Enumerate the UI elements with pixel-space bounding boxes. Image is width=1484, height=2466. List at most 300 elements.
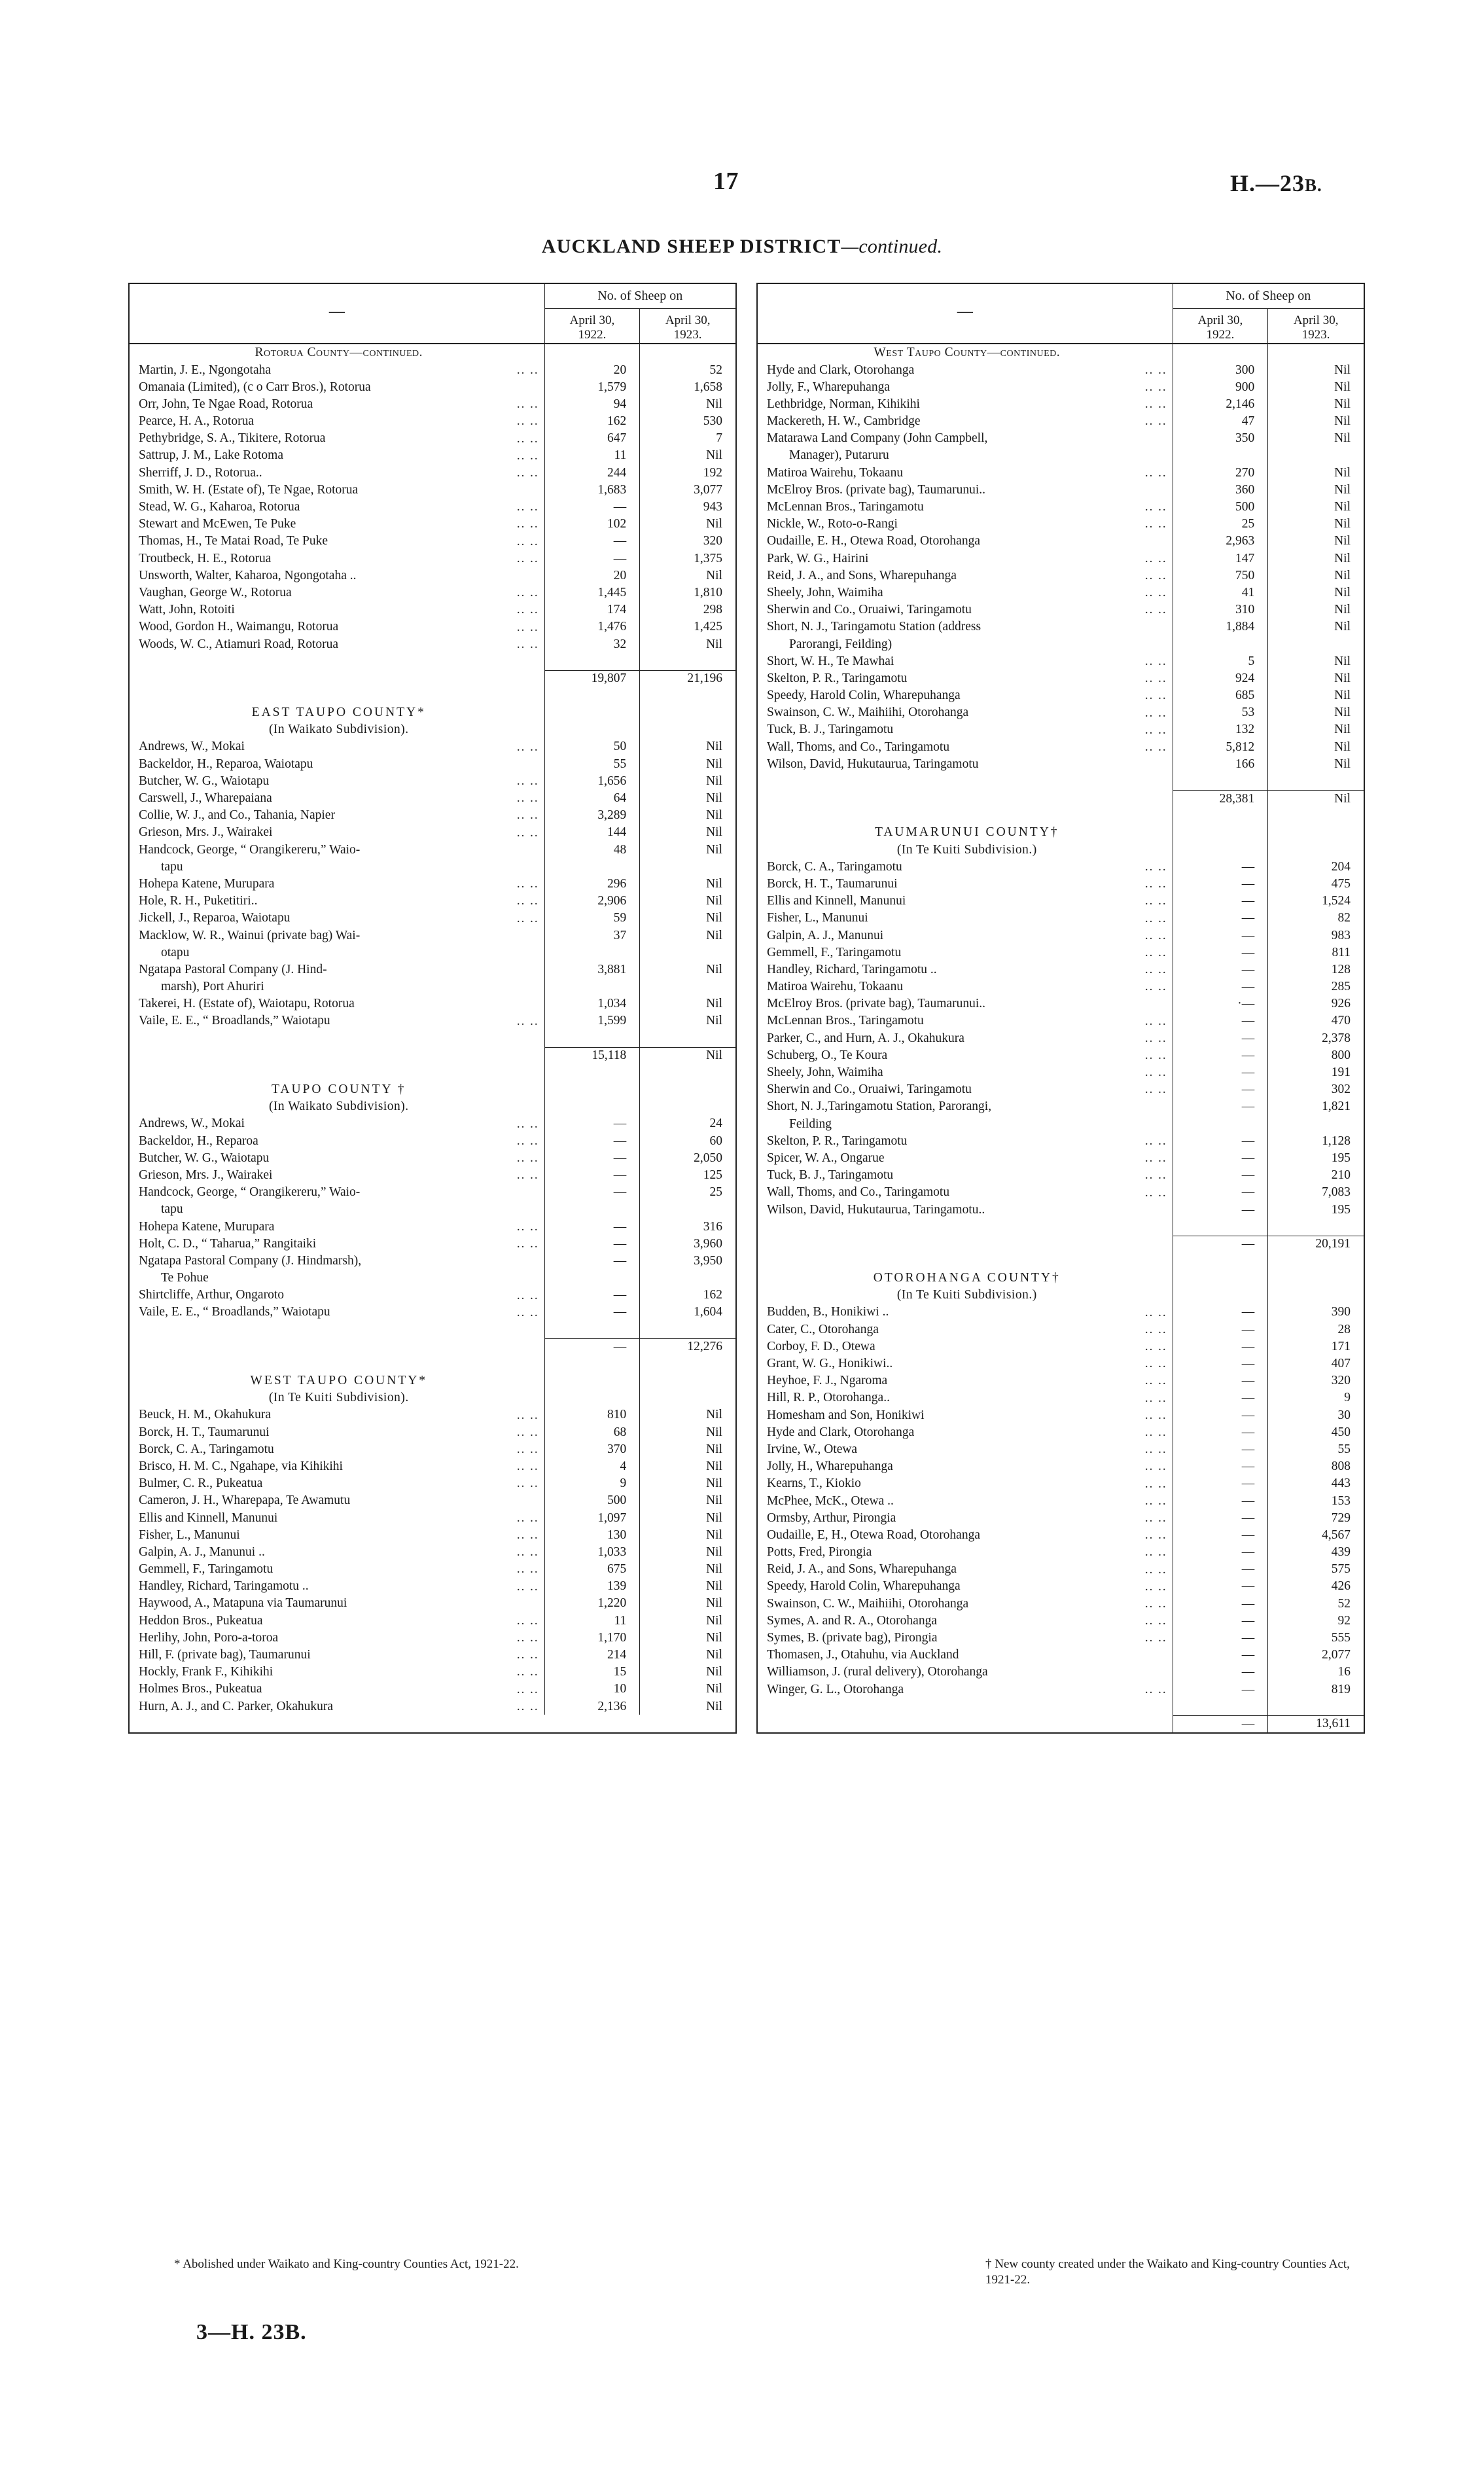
county-total-row xyxy=(758,1715,1364,1732)
owner-name: Butcher, W. G., Waiotapu .. .. xyxy=(130,1149,545,1166)
owner-name: Woods, W. C., Atiamuri Road, Rotorua .. .. xyxy=(130,635,545,652)
sheep-1923: Nil xyxy=(706,997,722,1011)
sheep-1922: — xyxy=(545,550,641,567)
owner-name: Matiroa Wairehu, Tokaanu .. .. xyxy=(758,464,1173,481)
leader-dots: .. .. xyxy=(1144,1066,1167,1079)
owner-name: Potts, Fred, Pirongia .. .. xyxy=(758,1544,1173,1561)
owner-name: Feilding xyxy=(758,1115,1173,1132)
table-gap-row xyxy=(130,687,735,704)
paper-code xyxy=(1230,170,1322,197)
county-heading-label: WEST TAUPO COUNTY* xyxy=(130,1372,545,1389)
page-number: 17 xyxy=(713,168,739,195)
sheep-1922: — xyxy=(545,1253,641,1270)
owner-name: Grant, W. G., Honikiwi.. .. .. xyxy=(758,1355,1173,1372)
county-total-row xyxy=(758,1236,1364,1253)
table-gap-row xyxy=(758,807,1364,824)
leader-dots: .. .. xyxy=(1144,912,1167,925)
owner-name: Homesham and Son, Honikiwi .. .. xyxy=(758,1406,1173,1423)
page-header xyxy=(0,167,1484,206)
table-row xyxy=(758,910,1364,927)
sheep-1923: Nil xyxy=(1334,757,1351,771)
table-row xyxy=(130,807,735,824)
leader-dots: .. .. xyxy=(516,1408,539,1421)
table-row xyxy=(758,618,1364,635)
sheep-1922: 11 xyxy=(545,1612,641,1629)
leader-dots: .. .. xyxy=(1144,398,1167,411)
spacer-name xyxy=(758,1218,1173,1235)
owner-name: Fisher, L., Manunui .. .. xyxy=(130,1526,545,1543)
owner-name: Borck, H. T., Taumarunui .. .. xyxy=(130,1423,545,1440)
table-row xyxy=(130,1406,735,1423)
owner-name: Wilson, David, Hukutaurua, Taringamotu xyxy=(758,756,1173,773)
leader-dots: .. .. xyxy=(516,1117,539,1130)
sheep-1922: 900 xyxy=(1173,378,1269,395)
owner-name: Borck, C. A., Taringamotu .. .. xyxy=(130,1440,545,1457)
sheep-1922: — xyxy=(545,499,641,516)
owner-name: Short, W. H., Te Mawhai .. .. xyxy=(758,652,1173,670)
table-row xyxy=(758,1132,1364,1149)
sheep-1922: — xyxy=(545,533,641,550)
table-row xyxy=(758,1630,1364,1647)
table-row xyxy=(758,1167,1364,1184)
sheep-1923: 470 xyxy=(1331,1014,1351,1028)
sheep-1922: 9 xyxy=(545,1475,641,1492)
table-row xyxy=(758,944,1364,961)
sheep-1922: 3,289 xyxy=(545,807,641,824)
sheep-1922: — xyxy=(1173,1098,1269,1115)
sheep-1923: Nil xyxy=(1334,414,1351,429)
sheep-1922: — xyxy=(545,1149,641,1166)
sheep-1923: Nil xyxy=(706,1648,722,1662)
sheep-1922: 144 xyxy=(545,824,641,841)
owner-name: Sheely, John, Waimiha .. .. xyxy=(758,1064,1173,1081)
table-left-header xyxy=(130,284,735,344)
sheep-1922: — xyxy=(1173,893,1269,910)
sheep-1923: 25 xyxy=(709,1185,722,1200)
leader-dots: .. .. xyxy=(516,1014,539,1028)
table-row xyxy=(130,1509,735,1526)
sheep-1923: 450 xyxy=(1331,1425,1351,1439)
sheep-1922: 64 xyxy=(545,790,641,807)
sheep-1923: 1,658 xyxy=(694,380,722,394)
sheep-1923: 1,425 xyxy=(694,620,722,634)
leader-dots: .. .. xyxy=(1144,1357,1167,1370)
owner-name: Williamson, J. (rural delivery), Otorohanga xyxy=(758,1664,1173,1681)
table-row xyxy=(758,1081,1364,1098)
sheep-1922: 360 xyxy=(1173,482,1269,499)
table-row xyxy=(130,773,735,790)
sheep-1923: Nil xyxy=(706,1579,722,1594)
leader-dots: .. .. xyxy=(516,1649,539,1662)
table-row xyxy=(758,1064,1364,1081)
sheep-1923: 192 xyxy=(703,465,722,480)
sheep-1922: 1,476 xyxy=(545,618,641,635)
table-row xyxy=(130,447,735,464)
sheep-1923 xyxy=(640,978,735,995)
owner-name: Te Pohue xyxy=(130,1270,545,1287)
total-1922: — xyxy=(1173,1236,1269,1253)
spacer-name xyxy=(130,652,545,670)
sheep-1922: — xyxy=(1173,1561,1269,1578)
sheep-1922: 1,097 xyxy=(545,1509,641,1526)
table-row xyxy=(130,995,735,1012)
leader-dots: .. .. xyxy=(516,1425,539,1438)
owner-name: Martin, J. E., Ngongotaha .. .. xyxy=(130,361,545,378)
sheep-1923: 729 xyxy=(1331,1510,1351,1525)
owner-name: Park, W. G., Hairini .. .. xyxy=(758,550,1173,567)
gap-v1 xyxy=(1173,1253,1269,1270)
table-left-body xyxy=(130,344,735,1715)
table-row xyxy=(758,378,1364,395)
county-heading-label: EAST TAUPO COUNTY* xyxy=(130,704,545,721)
owner-name: McLennan Bros., Taringamotu .. .. xyxy=(758,1012,1173,1029)
owner-name: Butcher, W. G., Waiotapu .. .. xyxy=(130,773,545,790)
leader-dots: .. .. xyxy=(1144,1597,1167,1610)
owner-name: Holt, C. D., “ Taharua,” Rangitaiki .. .. xyxy=(130,1235,545,1252)
county-heading-label: TAUPO COUNTY † xyxy=(130,1081,545,1098)
owner-name: Schuberg, O., Te Koura .. .. xyxy=(758,1047,1173,1064)
owner-name: McElroy Bros. (private bag), Taumarunui.. xyxy=(758,482,1173,499)
sheep-1922: — xyxy=(545,1287,641,1304)
sheep-1922: 59 xyxy=(545,910,641,927)
table-spacer-row xyxy=(758,773,1364,790)
sheep-1922: 5 xyxy=(1173,652,1269,670)
leader-dots: .. .. xyxy=(1144,1083,1167,1096)
county-heading-v1 xyxy=(1173,1270,1269,1287)
table-row xyxy=(130,1270,735,1287)
subdivision-label xyxy=(130,721,735,738)
table-row xyxy=(130,1578,735,1595)
gap-v2 xyxy=(640,1064,735,1081)
table-row xyxy=(758,447,1364,464)
sheep-1923: 162 xyxy=(703,1288,722,1302)
leader-dots: .. .. xyxy=(516,1306,539,1319)
owner-name: Fisher, L., Manunui .. .. xyxy=(758,910,1173,927)
owner-name: Handcock, George, “ Orangikereru,” Waio- xyxy=(130,841,545,858)
owner-name: Tuck, B. J., Taringamotu .. .. xyxy=(758,1167,1173,1184)
gap-v2 xyxy=(640,687,735,704)
leader-dots: .. .. xyxy=(1144,706,1167,719)
table-row xyxy=(130,499,735,516)
gap-v1 xyxy=(545,687,641,704)
leader-dots: .. .. xyxy=(516,1134,539,1147)
owner-name: Holmes Bros., Pukeatua .. .. xyxy=(130,1681,545,1698)
leader-dots: .. .. xyxy=(1144,672,1167,685)
county-heading xyxy=(758,344,1364,361)
gap-name xyxy=(130,687,545,704)
sheep-1923: 285 xyxy=(1331,980,1351,994)
leader-dots: .. .. xyxy=(1144,1340,1167,1353)
sheep-1923: Nil xyxy=(706,1596,722,1611)
table-row xyxy=(130,910,735,927)
sheep-1923: Nil xyxy=(706,1528,722,1542)
table-row xyxy=(130,464,735,481)
leader-dots: .. .. xyxy=(516,1546,539,1559)
owner-name: Hole, R. H., Puketitiri.. .. .. xyxy=(130,893,545,910)
sheep-1922: — xyxy=(1173,1647,1269,1664)
sheep-1923: 52 xyxy=(709,363,722,377)
leader-dots: .. .. xyxy=(1144,1580,1167,1593)
table-gap-row xyxy=(758,1253,1364,1270)
sheep-1923: 3,077 xyxy=(694,482,722,497)
total-label xyxy=(758,790,1173,807)
sheep-1922: — xyxy=(1173,1372,1269,1389)
page-title xyxy=(0,236,1484,258)
sheep-1922: — xyxy=(1173,1475,1269,1492)
table-row xyxy=(758,516,1364,533)
table-row xyxy=(758,635,1364,652)
owner-name: Andrews, W., Mokai .. .. xyxy=(130,1115,545,1132)
sheep-1922: 20 xyxy=(545,361,641,378)
year2-line1: April 30, xyxy=(665,313,711,327)
owner-name: Winger, G. L., Otorohanga .. .. xyxy=(758,1681,1173,1698)
table-row xyxy=(130,482,735,499)
sheep-1923: 125 xyxy=(703,1168,722,1182)
table-row xyxy=(758,1150,1364,1167)
owner-name: Mackereth, H. W., Cambridge .. .. xyxy=(758,413,1173,430)
table-row xyxy=(130,876,735,893)
sheep-1922: 174 xyxy=(545,601,641,618)
table-row xyxy=(130,1167,735,1184)
sheep-1922: — xyxy=(1173,1389,1269,1406)
owner-name: Jolly, F., Wharepuhanga .. .. xyxy=(758,378,1173,395)
owner-name: Short, N. J., Taringamotu Station (address xyxy=(758,618,1173,635)
sheep-1922: — xyxy=(1173,1630,1269,1647)
leader-dots: .. .. xyxy=(516,775,539,788)
table-row xyxy=(758,1012,1364,1029)
sheep-1923: 16 xyxy=(1337,1665,1351,1679)
owner-name: Vaughan, George W., Rotorua .. .. xyxy=(130,584,545,601)
leader-dots: .. .. xyxy=(516,363,539,376)
owner-name: Hurn, A. J., and C. Parker, Okahukura .. .. xyxy=(130,1698,545,1715)
sheep-1922: ·— xyxy=(1173,995,1269,1012)
sheep-1923: Nil xyxy=(1334,671,1351,685)
sheep-1923: 983 xyxy=(1331,928,1351,942)
table-row xyxy=(130,1287,735,1304)
sheep-1922: 32 xyxy=(545,635,641,652)
table-row xyxy=(758,361,1364,378)
table-row xyxy=(758,876,1364,893)
subdivision-v1 xyxy=(1173,1287,1269,1304)
owner-name: Jickell, J., Reparoa, Waiotapu .. .. xyxy=(130,910,545,927)
sheep-1923: Nil xyxy=(706,1425,722,1439)
footnote-abolished: * Abolished under Waikato and King-country Counties Act, 1921-22. xyxy=(174,2257,519,2271)
owner-name: Symes, B. (private bag), Pirongia .. .. xyxy=(758,1630,1173,1647)
sheep-1923: 55 xyxy=(1337,1442,1351,1456)
sheep-1923: 439 xyxy=(1331,1545,1351,1560)
col-header-name-right xyxy=(758,284,1173,309)
leader-dots: .. .. xyxy=(1144,1563,1167,1576)
owner-name: Short, N. J.,Taringamotu Station, Parorangi, xyxy=(758,1098,1173,1115)
leader-dots: .. .. xyxy=(516,878,539,891)
owner-name: Backeldor, H., Reparoa, Waiotapu xyxy=(130,755,545,772)
sheep-1923: Nil xyxy=(1334,568,1351,582)
sheep-1923: 800 xyxy=(1331,1048,1351,1062)
owner-name: Tuck, B. J., Taringamotu .. .. xyxy=(758,721,1173,738)
table-row xyxy=(758,1613,1364,1630)
table-row xyxy=(758,687,1364,704)
sheep-1922 xyxy=(545,944,641,961)
sheep-1923: Nil xyxy=(706,928,722,942)
spacer-v2 xyxy=(1268,1698,1364,1715)
county-heading-v1 xyxy=(1173,824,1269,841)
sheep-1923: 7 xyxy=(716,431,722,446)
table-row xyxy=(130,361,735,378)
owner-name: Brisco, H. M. C., Ngahape, via Kihikihi .. .. xyxy=(130,1458,545,1475)
subdivision-v1 xyxy=(1173,841,1269,858)
owner-name: Thomas, H., Te Matai Road, Te Puke .. .. xyxy=(130,533,545,550)
leader-dots: .. .. xyxy=(1144,1477,1167,1490)
spacer-v1 xyxy=(545,1029,641,1046)
sheep-1923: 811 xyxy=(1332,945,1351,959)
total-label xyxy=(130,1338,545,1355)
county-heading xyxy=(758,1270,1364,1287)
sheep-1923: Nil xyxy=(706,894,722,908)
total-1923: 21,196 xyxy=(640,670,735,687)
sheep-1923: 82 xyxy=(1337,911,1351,925)
owner-name: Grieson, Mrs. J., Wairakei .. .. xyxy=(130,824,545,841)
sheep-1922: 810 xyxy=(545,1406,641,1423)
sheep-1923: Nil xyxy=(706,962,722,976)
leader-dots: .. .. xyxy=(1144,895,1167,908)
county-heading xyxy=(130,344,735,361)
table-row xyxy=(130,533,735,550)
spacer-name xyxy=(130,1029,545,1046)
table-right-body xyxy=(758,344,1364,1732)
leader-dots: .. .. xyxy=(1144,1169,1167,1182)
owner-name: Heddon Bros., Pukeatua .. .. xyxy=(130,1612,545,1629)
leader-dots: .. .. xyxy=(1144,1323,1167,1336)
sheep-1923: Nil xyxy=(706,1665,722,1679)
leader-dots: .. .. xyxy=(1144,1374,1167,1387)
gap-name xyxy=(130,1355,545,1372)
table-row xyxy=(130,601,735,618)
table-row xyxy=(758,1647,1364,1664)
total-1922: — xyxy=(1173,1715,1269,1732)
leader-dots: .. .. xyxy=(1144,1306,1167,1319)
subdivision-v1 xyxy=(545,721,641,738)
table-row xyxy=(130,1492,735,1509)
page-title-main: AUCKLAND SHEEP DISTRICT xyxy=(541,236,841,257)
leader-dots: .. .. xyxy=(1144,1408,1167,1421)
sheep-1923: 60 xyxy=(709,1134,722,1148)
leader-dots: .. .. xyxy=(1144,569,1167,582)
table-row xyxy=(130,858,735,875)
table-row xyxy=(130,1132,735,1149)
table-row xyxy=(130,1698,735,1715)
table-row xyxy=(130,378,735,395)
table-right-header xyxy=(758,284,1364,344)
col-header-name-right-spacer xyxy=(758,309,1173,343)
owner-name: Ngatapa Pastoral Company (J. Hind- xyxy=(130,961,545,978)
leader-dots: .. .. xyxy=(516,1169,539,1182)
owner-name: McLennan Bros., Taringamotu .. .. xyxy=(758,499,1173,516)
sheep-1923: 819 xyxy=(1331,1682,1351,1696)
sheep-1923: Nil xyxy=(706,1408,722,1422)
table-row xyxy=(758,1664,1364,1681)
owner-name: Oudaille, E. H., Otewa Road, Otorohanga xyxy=(758,533,1173,550)
sheep-1923: 555 xyxy=(1331,1631,1351,1645)
sheep-1923: 171 xyxy=(1331,1339,1351,1353)
sheep-1922: — xyxy=(1173,858,1269,875)
sheep-1922: 3,881 xyxy=(545,961,641,978)
sheep-1923 xyxy=(640,1270,735,1287)
col-header-1923-left xyxy=(640,309,735,343)
sheep-1923: 808 xyxy=(1331,1459,1351,1474)
sheep-1922: — xyxy=(1173,1201,1269,1218)
table-row xyxy=(758,1475,1364,1492)
owner-name: Stead, W. G., Kaharoa, Rotorua .. .. xyxy=(130,499,545,516)
owner-name: Unsworth, Walter, Kaharoa, Ngongotaha .. xyxy=(130,567,545,584)
sheep-1922: — xyxy=(1173,1578,1269,1595)
sheep-1923: Nil xyxy=(706,1630,722,1645)
sheep-1922: — xyxy=(1173,1458,1269,1475)
table-row xyxy=(130,584,735,601)
sheep-1923 xyxy=(640,858,735,875)
sheep-1922: 1,220 xyxy=(545,1595,641,1612)
leader-dots: .. .. xyxy=(1144,1546,1167,1559)
sheep-1922: 55 xyxy=(545,755,641,772)
leader-dots: .. .. xyxy=(516,449,539,462)
sheep-1923: Nil xyxy=(706,568,722,582)
sheep-1923: 52 xyxy=(1337,1596,1351,1611)
paper-code-main: H.—23 xyxy=(1230,170,1305,196)
sheep-1922: — xyxy=(1173,1664,1269,1681)
year1-line1: April 30, xyxy=(1197,313,1243,327)
owner-name: McPhee, McK., Otewa .. .. .. xyxy=(758,1492,1173,1509)
owner-name: Grieson, Mrs. J., Wairakei .. .. xyxy=(130,1167,545,1184)
sheep-1922: 15 xyxy=(545,1664,641,1681)
leader-dots: .. .. xyxy=(516,398,539,411)
sheep-1922: 162 xyxy=(545,413,641,430)
total-1923: Nil xyxy=(1268,790,1364,807)
gap-v1 xyxy=(1173,807,1269,824)
subdivision-v1 xyxy=(545,1389,641,1406)
table-row xyxy=(758,601,1364,618)
sheep-1922: 1,033 xyxy=(545,1544,641,1561)
table-row xyxy=(758,858,1364,875)
sheep-1923: Nil xyxy=(1334,482,1351,497)
owner-name: Matiroa Wairehu, Tokaanu .. .. xyxy=(758,978,1173,995)
table-row xyxy=(758,1098,1364,1115)
sheep-1923: 92 xyxy=(1337,1613,1351,1628)
owner-name: Backeldor, H., Reparoa .. .. xyxy=(130,1132,545,1149)
sheep-1923: 320 xyxy=(703,534,722,548)
sheep-1923: Nil xyxy=(1334,380,1351,394)
sheep-1923 xyxy=(1268,1115,1364,1132)
sheep-1922: 37 xyxy=(545,927,641,944)
sheep-1923: 3,960 xyxy=(694,1236,722,1251)
spacer-v1 xyxy=(1173,1218,1269,1235)
county-heading xyxy=(130,704,735,721)
sheep-1923: Nil xyxy=(706,1459,722,1473)
leader-dots: .. .. xyxy=(516,1614,539,1627)
table-row xyxy=(758,396,1364,413)
county-total-row xyxy=(130,1047,735,1064)
sheep-1923: 210 xyxy=(1331,1168,1351,1183)
sheep-1922: — xyxy=(545,1304,641,1321)
owner-name: Handley, Richard, Taringamotu .. .. .. xyxy=(758,961,1173,978)
sheep-1923: Nil xyxy=(706,876,722,891)
table-row xyxy=(130,841,735,858)
table-row xyxy=(130,755,735,772)
sheep-1923: Nil xyxy=(1334,500,1351,514)
spacer-v1 xyxy=(545,652,641,670)
sheep-1923: Nil xyxy=(706,397,722,411)
sheep-1922: 5,812 xyxy=(1173,738,1269,755)
sheep-1922: 300 xyxy=(1173,361,1269,378)
owner-name: Sherriff, J. D., Rotorua.. .. .. xyxy=(130,464,545,481)
